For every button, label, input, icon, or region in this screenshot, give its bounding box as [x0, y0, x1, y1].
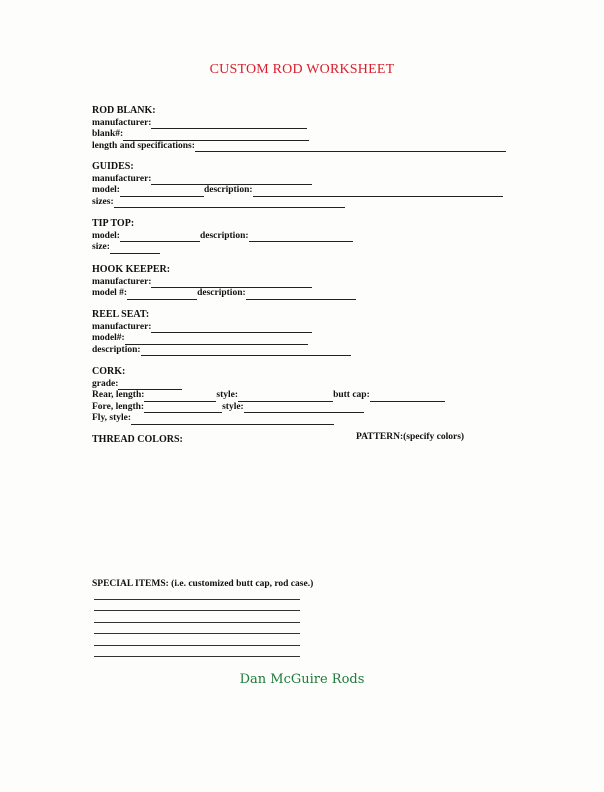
- guides-description-field[interactable]: [253, 187, 503, 197]
- page-title: CUSTOM ROD WORKSHEET: [209, 62, 395, 77]
- hook-keeper-model-field[interactable]: [127, 290, 197, 300]
- cork-fly-style-label: Fly, style:: [92, 413, 132, 424]
- cork-butt-cap-field[interactable]: [370, 392, 445, 402]
- rod-blank-number-label: blank#:: [92, 129, 124, 140]
- reel-seat-description-field[interactable]: [141, 346, 351, 356]
- rod-blank-heading: ROD BLANK:: [92, 105, 156, 116]
- pattern-section: [356, 432, 464, 443]
- rod-blank-manufacturer-label: manufacturer:: [92, 118, 152, 128]
- cork-rear-style-field[interactable]: [238, 392, 333, 402]
- special-items-line-6[interactable]: [94, 656, 300, 657]
- reel-seat-section: [92, 309, 351, 356]
- rod-blank-length-label: length and specifications:: [92, 140, 195, 151]
- reel-seat-model-label: model#:: [92, 333, 125, 344]
- guides-manufacturer-field[interactable]: [151, 175, 312, 185]
- cork-section: [92, 366, 445, 425]
- guides-description-label: description:: [203, 185, 253, 196]
- guides-sizes-label: sizes:: [92, 196, 114, 207]
- cork-rear-length-field[interactable]: [144, 392, 216, 402]
- pattern-heading: PATTERN:(specify colors): [356, 432, 465, 442]
- special-items-heading: SPECIAL ITEMS: (i.e. customized butt cap, rod case.): [92, 579, 314, 589]
- reel-seat-manufacturer-field[interactable]: [151, 323, 312, 333]
- thread-colors-heading: THREAD COLORS:: [92, 434, 183, 445]
- cork-fore-style-label: style:: [222, 401, 244, 412]
- hook-keeper-manufacturer-field[interactable]: [151, 278, 312, 288]
- special-items-section: [92, 579, 313, 590]
- tip-top-description-label: description:: [199, 231, 249, 241]
- hook-keeper-description-label: description:: [197, 288, 246, 299]
- rod-blank-number-field[interactable]: [123, 131, 309, 141]
- tip-top-section: [92, 218, 353, 254]
- reel-seat-model-field[interactable]: [125, 335, 308, 345]
- reel-seat-manufacturer-label: manufacturer:: [92, 322, 152, 332]
- cork-grade-label: grade:: [92, 379, 119, 389]
- cork-heading: CORK:: [92, 366, 126, 377]
- tip-top-model-label: model:: [92, 231, 120, 241]
- rod-blank-section: [92, 105, 506, 152]
- rod-blank-length-field[interactable]: [195, 142, 506, 152]
- guides-model-label: model:: [92, 185, 120, 196]
- hook-keeper-model-label: model #:: [92, 288, 128, 299]
- footer-brand: Dan McGuire Rods: [239, 672, 365, 687]
- hook-keeper-manufacturer-label: manufacturer:: [92, 277, 152, 287]
- guides-section: [92, 161, 503, 208]
- reel-seat-description-label: description:: [92, 344, 141, 355]
- guides-heading: GUIDES:: [92, 161, 134, 172]
- special-items-line-4[interactable]: [94, 633, 300, 634]
- thread-colors-section: [92, 434, 183, 447]
- tip-top-model-field[interactable]: [120, 232, 200, 242]
- cork-fore-style-field[interactable]: [244, 403, 364, 413]
- reel-seat-heading: REEL SEAT:: [92, 309, 150, 320]
- tip-top-size-field[interactable]: [110, 244, 160, 254]
- hook-keeper-heading: HOOK KEEPER:: [92, 264, 171, 275]
- rod-blank-manufacturer-field[interactable]: [151, 119, 307, 129]
- guides-sizes-field[interactable]: [114, 198, 345, 208]
- cork-fore-length-field[interactable]: [144, 403, 222, 413]
- special-items-line-2[interactable]: [94, 610, 300, 611]
- cork-rear-length-label: Rear, length:: [92, 390, 145, 401]
- tip-top-description-field[interactable]: [249, 232, 353, 242]
- tip-top-heading: TIP TOP:: [92, 218, 135, 229]
- special-items-line-1[interactable]: [94, 599, 300, 600]
- special-items-line-5[interactable]: [94, 645, 300, 646]
- cork-butt-cap-label: butt cap:: [333, 390, 370, 401]
- cork-fly-style-field[interactable]: [131, 415, 334, 425]
- special-items-line-3[interactable]: [94, 622, 300, 623]
- guides-manufacturer-label: manufacturer:: [92, 174, 152, 184]
- cork-rear-style-label: style:: [216, 390, 239, 401]
- hook-keeper-section: [92, 264, 356, 300]
- hook-keeper-description-field[interactable]: [246, 290, 356, 300]
- cork-fore-length-label: Fore, length:: [92, 401, 145, 412]
- tip-top-size-label: size:: [92, 242, 110, 253]
- cork-grade-field[interactable]: [118, 380, 182, 390]
- guides-model-field[interactable]: [120, 187, 204, 197]
